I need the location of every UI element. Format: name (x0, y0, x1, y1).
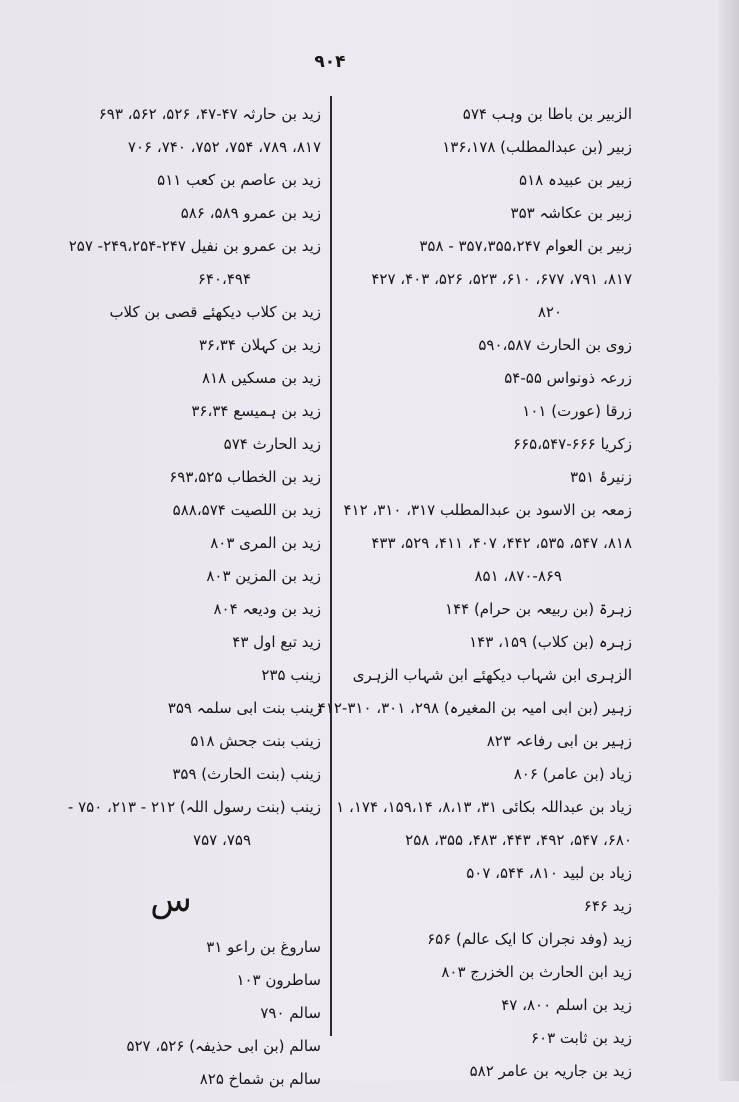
index-section-zay (21, 104, 321, 863)
index-entry: زید ابن الحارث بن الخزرج ۸۰۳ (441, 963, 632, 981)
index-entry: زبیر بن عکاشہ ۳۵۳ (510, 204, 632, 222)
index-entry: زکریا ۶۶۶-۶۶۵،۵۴۷ (513, 435, 632, 453)
index-entry: زینب (بنت الحارث) ۳۵۹ (172, 765, 321, 783)
index-entry: زید بن عمرو ۵۸۹، ۵۸۶ (180, 204, 321, 222)
index-entry: سالم (بن ابی حذیفہ) ۵۲۶، ۵۲۷ (126, 1037, 321, 1055)
index-entry: ۶۴۰،۴۹۴ (197, 270, 251, 288)
index-entry: زہیر بن ابی رفاعہ ۸۲۳ (486, 732, 632, 750)
index-entry: زبیر بن العوام ۳۵۷،۳۵۵،۲۴۷ - ۳۵۸ (419, 237, 632, 255)
index-entry: زیاد بن لبید ۸۱۰، ۵۴۴، ۵۰۷ (466, 864, 632, 882)
index-entry: زید بن جاریہ بن عامر ۵۸۲ (469, 1062, 632, 1080)
index-entry: زنیرۂ ۳۵۱ (570, 468, 632, 486)
index-entry: زید بن ودیعہ ۸۰۴ (213, 600, 321, 618)
index-entry: زید بن حارثہ ۴۷-۴۷، ۵۲۶، ۵۶۲، ۶۹۳ (98, 105, 321, 123)
index-entry: زید بن المزین ۸۰۳ (206, 567, 321, 585)
index-entry: ۶۸۰، ۵۴۷، ۴۹۲، ۴۴۳، ۴۸۳، ۳۵۵، ۲۵۸ (405, 831, 632, 849)
index-entry: زید بن مسکیں ۸۱۸ (201, 369, 321, 387)
index-entry: زیاد (بن عامر) ۸۰۶ (513, 765, 632, 783)
index-entry: زیاد بن عبداللہ بکائی ۳۱، ۸،۱۳، ۱۵۹،۱۴، ۱۷۴، ۱ (336, 798, 632, 816)
index-entry: ۸۷۰-۸۶۹، ۸۵۱ (474, 567, 562, 585)
index-entry: زرعہ ذونواس ۵۵-۵۴ (504, 369, 632, 387)
index-entry: زید بن اللصیت ۵۸۸،۵۷۴ (172, 501, 321, 519)
index-entry: زید بن اسلم ۸۰۰، ۴۷ (501, 996, 632, 1014)
index-entry: زید بن عمرو بن نفیل ۲۴۷-۲۴۹،۲۵۴- ۲۵۷ (68, 237, 321, 255)
index-entry: زید تبع اول ۴۳ (232, 633, 321, 651)
index-section-seen (21, 937, 321, 1102)
index-entry: ساروغ بن راعو ۳۱ (206, 938, 321, 956)
index-entry: زینب (بنت رسول اللہ) ۲۱۲ - ۲۱۳، ۷۵۰ - (67, 798, 321, 816)
index-entry: زید بن عاصم بن کعب ۵۱۱ (157, 171, 321, 189)
index-column-right (317, 104, 632, 1094)
index-entry: زید (وفد نجران کا ایک عالم) ۶۵۶ (427, 930, 632, 948)
index-entry: زید بن الخطاب ۶۹۳،۵۲۵ (169, 468, 321, 486)
page-number: ۹۰۴ (314, 52, 346, 72)
index-entry: زینب بنت ابی سلمہ ۳۵۹ (167, 699, 321, 717)
index-entry: زید ۶۴۶ (583, 897, 632, 915)
index-entry: سالم بن شماخ ۸۲۵ (199, 1070, 321, 1088)
index-entry: زرقا (عورت) ۱۰۱ (522, 402, 632, 420)
index-entry: زبیر بن عبیدہ ۵۱۸ (519, 171, 632, 189)
section-letter-seen: س (150, 880, 192, 920)
index-column-left (21, 104, 321, 1102)
column-divider (330, 96, 332, 1036)
index-entry: زہرۃ (بن ربیعہ بن حرام) ۱۴۴ (445, 600, 632, 618)
index-entry: زید بن المری ۸۰۳ (210, 534, 321, 552)
index-entry: زید بن ہمیسع ۳۶،۳۴ (191, 402, 321, 420)
index-entry: ۷۵۹، ۷۵۷ (193, 831, 251, 849)
index-entry: زید بن کلاب دیکھئے قصی بن کلاب (109, 303, 321, 321)
index-entry: سالم ۷۹۰ (260, 1004, 321, 1022)
index-entry: زمعہ بن الاسود بن عبدالمطلب ۳۱۷، ۳۱۰، ۴۱۲ (343, 501, 632, 519)
index-entry: الزہری ابن شہاب دیکھئے ابن شہاب الزہری (352, 666, 632, 684)
index-entry: ۸۱۸، ۵۴۷، ۵۳۵، ۴۴۲، ۴۰۷، ۴۱۱، ۵۲۹، ۴۳۳ (371, 534, 632, 552)
index-entry: زید بن ثابت ۶۰۳ (530, 1029, 632, 1047)
page-edge (719, 0, 739, 1081)
index-entry: الزبیر بن باطا بن وہب ۵۷۴ (462, 105, 632, 123)
index-entry: ۸۱۷، ۷۸۹، ۷۵۴، ۷۵۲، ۷۴۰، ۷۰۶ (127, 138, 321, 156)
index-entry: زینب ۲۳۵ (261, 666, 321, 684)
index-entry: ۸۲۰ (537, 303, 562, 321)
index-entry: ساطرون ۱۰۳ (236, 971, 321, 989)
index-entry: زہیر (بن ابی امیہ بن المغیرہ) ۲۹۸، ۳۰۱، ۳۱۰-۴۱۲ (317, 699, 632, 717)
index-entry: زوی بن الحارث ۵۹۰،۵۸۷ (478, 336, 632, 354)
index-entry: زید بن کہلان ۳۶،۳۴ (198, 336, 321, 354)
index-entry: زید الحارث ۵۷۴ (223, 435, 321, 453)
index-entry: زہرہ (بن کلاب) ۱۵۹، ۱۴۳ (469, 633, 632, 651)
index-entry: زبیر (بن عبدالمطلب) ۱۳۶،۱۷۸ (442, 138, 632, 156)
index-entry: ۸۱۷، ۷۹۱، ۶۷۷، ۶۱۰، ۵۲۳، ۵۲۶، ۴۰۳، ۴۲۷ (371, 270, 632, 288)
index-entry: زینب بنت جحش ۵۱۸ (190, 732, 321, 750)
